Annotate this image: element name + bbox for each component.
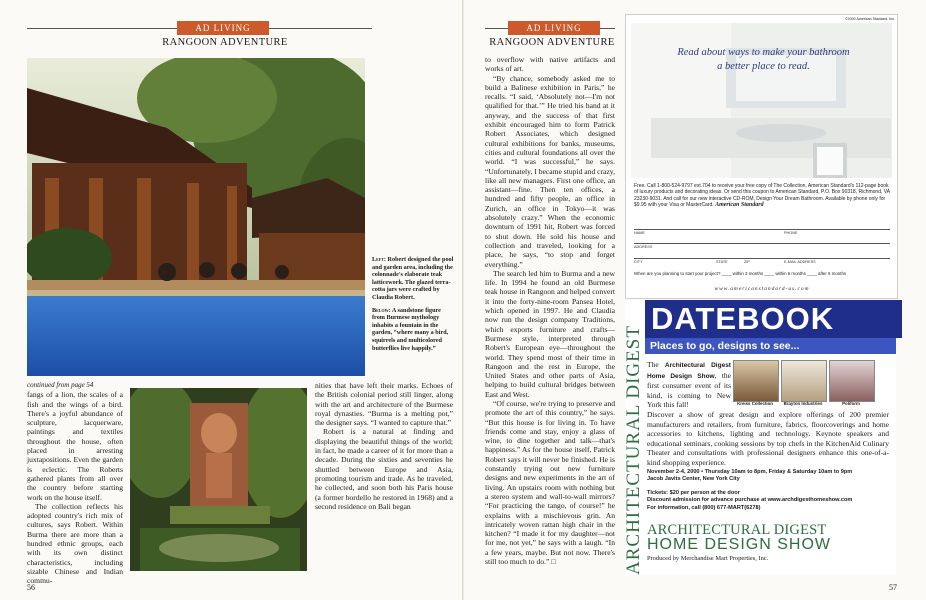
- ad-copyright: ©2000 American Standard, Inc.: [845, 17, 895, 21]
- event-venue: Jacob Javits Center, New York City: [647, 476, 740, 483]
- zip-field-label: ZIP: [744, 260, 750, 264]
- intro-text: , the first consumer event of its kind, is coming to New York this fall!: [647, 370, 731, 410]
- thumb-label: Poliform: [842, 401, 860, 406]
- photo-caption: [372, 256, 454, 357]
- caption-lead-left: Left:: [372, 256, 386, 263]
- datebook-intro: [647, 360, 731, 410]
- phone-info: For information, call (800) 677-MART(6278): [647, 504, 761, 511]
- paragraph: fangs of a lion, the scales of a fish and the wings of a bird. There's a joyful abundance of sculpture, lacquerware, paintings and textiles throughout the house, often placed in arresting juxtapositions. Even the garden is eclectic. The Roberts gathered plants from all over the country before starting work on the house itself.: [27, 390, 123, 502]
- american-standard-logo: American Standard: [715, 202, 764, 209]
- city-field-label: CITY: [634, 260, 643, 264]
- paragraph: nities that have left their marks. Echoes of the British colonial period still linger, along with the art and architecture of the Burmese royal dynasties. “Burma is a melting pot,” the designer says. “I wanted to capture that.”: [315, 381, 453, 428]
- kicker: RANGOON ADVENTURE: [162, 37, 288, 48]
- article-column-2: [315, 381, 453, 511]
- datebook-details: [647, 469, 892, 484]
- producer-line: Produced by Merchandise Mart Properties, Inc.: [647, 555, 769, 562]
- ad-body-text: Free. Call 1-800-524-9797 ext.704 to receive your free copy of The Collection, American Standard's 112-page book of luxury products and decorating ideas. Or send this coupon to American Standard, P.O. Box 90318, Richmond, VA 23230-9031. And call for our new interactive CD-ROM, Design Your Dream Bathroom. Available by phone only for $9.95 with your Visa or MasterCard.: [634, 183, 890, 209]
- ad-url: www.americanstandard-us.com: [714, 286, 810, 292]
- paragraph: “By chance, somebody asked me to build a Balinese exhibition in Paris,” he recalls. “I said, ‘Absolutely not—I'm not qualified for that.’” He tried his hand at it anyway, and the success of that first exhibit encouraged him to form Patrick Robert Associates, which designed cultural exhibitions for banks, museums, cities and cultural foundations all over the world. “I was successful,” he says. “Unfortunately, I became stupid and crazy, like all new managers. First one office, an assistant—fine. Then ten offices, a hundred and fifty people, an office in Zurich, an office in Tokyo—it was absolutely crazy.” When the economic downturn of 1991 hit, Robert was forced to shut down. He sold his house and collection and traveled, looking for a place, he says, “to stop and forget everything.”: [485, 73, 615, 269]
- paragraph: Robert is a natural at finding and displaying the beautiful things of the world; in fact, he made a career of it for more than a decade. During the sixties and seventies he shuttled between Europe and Asia, promoting tourism and trade. As he traveled, he collected, and soon both his Paris house (a former bordello he restored in 1968) and a second residence on Bali began: [315, 427, 453, 511]
- adhs-logo-line-2: HOME DESIGN SHOW: [647, 536, 832, 553]
- datebook-body: Discover a show of great design and explore offerings of 200 premier manufacturers and retailers, from furniture, fabrics, floorcoverings and home accessories to kitchens, lighting and technology. Keynote speakers and educational seminars, cooking sessions by top chefs in the KitchenAid Culinary Theater and consultations with professional designers enhance this one-of-a-kind shopping experience.: [647, 410, 889, 467]
- continued-line: continued from page 54: [27, 381, 94, 389]
- paragraph: “Of course, we're trying to preserve and promote the art of this country,” he says. “But this house is for living in. To have friends come and stay, enjoy a glass of wine, to dine together and talk—that's happiness.” As for the house itself, Patrick Robert says it will never be finished. He is constantly trying out new furniture designs and new experiments in the art of living. An upstairs room with nothing but a stereo system and wall-to-wall mirrors? “For practicing the tango, of course!” he explains with a mischievous grin. An intricately woven rattan high chair in the kitchen? “I made it for my daughter—not for me, not yet,” he says with a laugh. “In a few years, maybe. But not now. There's still too much to do.” □: [485, 398, 615, 567]
- form-line: [634, 258, 890, 259]
- section-tag: AD LIVING: [508, 21, 600, 35]
- phone-field-label: PHONE: [784, 231, 798, 235]
- kreiss-collection-thumbnail: [733, 360, 779, 402]
- project-timeline: When are you planning to start your project? ____ within 3 months ____ within 6 months ____ after 6 months: [634, 271, 847, 276]
- section-tag: AD LIVING: [177, 21, 269, 35]
- datebook-tickets: [647, 490, 892, 512]
- form-line: [634, 229, 890, 230]
- form-line: [634, 243, 890, 244]
- state-field-label: STATE: [716, 260, 728, 264]
- ad-body: [634, 183, 890, 209]
- ticket-price: Tickets: $20 per person at the door: [647, 490, 740, 496]
- ad-headline-2: a better place to read.: [717, 61, 810, 72]
- american-standard-ad: [625, 14, 898, 299]
- brayton-industries-thumbnail: [781, 360, 827, 402]
- datebook-title: DATEBOOK: [645, 300, 902, 338]
- event-dates: November 2-4, 2000 • Thursday 10am to 8pm, Friday & Saturday 10am to 9pm: [647, 469, 853, 475]
- pool-colonnade-photo: [27, 58, 365, 376]
- thumb-label: Brayton Industries: [783, 401, 823, 406]
- intro-show-name: Architectural Digest Home Design Show: [647, 362, 731, 380]
- caption-text-left: Robert designed the pool and garden area, including the colonnade's elaborate teak latticework. The glazed terra-cotta jars were crafted by Claudia Robert.: [372, 256, 454, 301]
- thumb-label: Kreiss Collection: [737, 401, 773, 406]
- caption-lead-below: Below:: [372, 306, 391, 314]
- article-column-1: [27, 381, 123, 586]
- paragraph: The collection reflects his adopted country's rich mix of cultures, says Robert. Within Burma there are more than a hundred ethnic groups, each with its own distinct characteristics, including sizable Chinese and Indian commu-: [27, 501, 123, 586]
- discount-info: Discount admission for advance purchase at www.archdigesthomeshow.com: [647, 497, 853, 504]
- name-field-label: NAME: [634, 231, 645, 235]
- spread-gutter: [462, 0, 464, 600]
- email-field-label: E-MAIL ADDRESS: [784, 260, 816, 264]
- caption-text-below: A sandstone figure from Burmese mythology inhabits a fountain in the garden, “where many a bird, squirrels and multicolored butterflies live happily.”: [372, 306, 449, 352]
- paragraph: The search led him to Burma and a new life. In 1994 he found an old Burmese teak house in Rangoon and helped convert it into the forty-nine-room Pansea Hotel, which opened in 1997. He and Claudia now run the design company Traditions, which exports furniture and crafts—Burmese style, interpreted through Robert's European eye—throughout the world. They spend most of their time in Rangoon and the rest in Europe, the United States and other parts of Asia, helping to build cultural bridges between East and West.: [485, 268, 615, 399]
- datebook-tagline: Places to go, designs to see...: [645, 338, 896, 354]
- fountain-figure-photo: [130, 388, 307, 571]
- adhs-logo-line-1: ARCHITECTURAL DIGEST: [647, 522, 827, 538]
- paragraph: to overflow with native artifacts and works of art.: [485, 55, 615, 74]
- intro-text: The: [647, 360, 665, 369]
- address-field-label: ADDRESS: [634, 245, 653, 249]
- article-column-3: [485, 55, 615, 566]
- kicker: RANGOON ADVENTURE: [489, 37, 615, 48]
- ad-headline-1: Read about ways to make your bathroom: [677, 47, 850, 58]
- architectural-digest-vertical: ARCHITECTURAL DIGEST: [623, 325, 644, 575]
- page-number: 56: [27, 583, 35, 592]
- page-number: 57: [889, 583, 897, 592]
- poliform-thumbnail: [829, 360, 875, 402]
- datebook-ad: [625, 300, 896, 575]
